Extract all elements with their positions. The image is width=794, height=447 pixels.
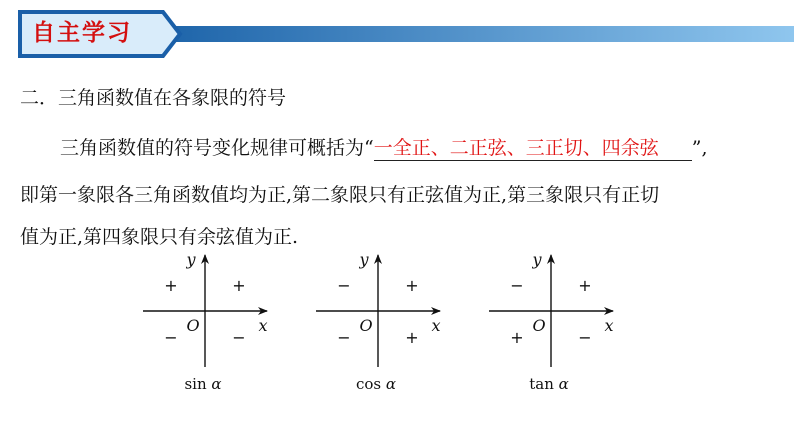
open-quote: “ xyxy=(364,137,374,159)
answer-blank: 一全正、二正弦、三正切、四余弦 xyxy=(374,137,692,161)
function-label: tan α xyxy=(529,375,569,393)
function-label: cos α xyxy=(355,375,397,393)
diagram-tan xyxy=(489,250,614,393)
x-axis-label: x xyxy=(604,316,614,335)
sign-q1: + xyxy=(232,276,246,295)
y-axis-label: y xyxy=(186,250,196,269)
diagram-sin xyxy=(143,250,268,393)
sign-q1: + xyxy=(578,276,592,295)
sign-q4: − xyxy=(578,328,592,347)
quadrant-diagrams xyxy=(0,250,794,447)
y-axis-label: y xyxy=(532,250,542,269)
sign-q2: − xyxy=(337,276,351,295)
function-label: sin α xyxy=(184,375,222,393)
y-axis-label: y xyxy=(359,250,369,269)
sign-q2: + xyxy=(164,276,178,295)
x-axis-label: x xyxy=(431,316,441,335)
body-line-2: 即第一象限各三角函数值均为正,第二象限只有正弦值为正,第三象限只有正切 xyxy=(20,184,660,206)
sign-q3: − xyxy=(164,328,178,347)
line1-comma: , xyxy=(701,137,708,159)
body-line-3: 值为正,第四象限只有余弦值为正. xyxy=(20,226,299,248)
close-quote: ” xyxy=(691,137,702,159)
sign-q3: − xyxy=(337,328,351,347)
header-title: 自主学习 xyxy=(32,20,132,46)
diagrams-root xyxy=(143,250,614,393)
sign-q1: + xyxy=(405,276,419,295)
origin-label: O xyxy=(532,316,546,335)
sign-q4: + xyxy=(405,328,419,347)
diagram-cos xyxy=(316,250,441,393)
sign-q2: − xyxy=(510,276,524,295)
sign-q3: + xyxy=(510,328,524,347)
header-band-bar xyxy=(150,26,794,42)
origin-label: O xyxy=(186,316,200,335)
origin-label: O xyxy=(359,316,373,335)
section-heading: 二．三角函数值在各象限的符号 xyxy=(20,87,287,109)
x-axis-label: x xyxy=(258,316,268,335)
sign-q4: − xyxy=(232,328,246,347)
line1-prefix: 三角函数值的符号变化规律可概括为 xyxy=(60,137,365,159)
body-line-1 xyxy=(60,133,708,161)
